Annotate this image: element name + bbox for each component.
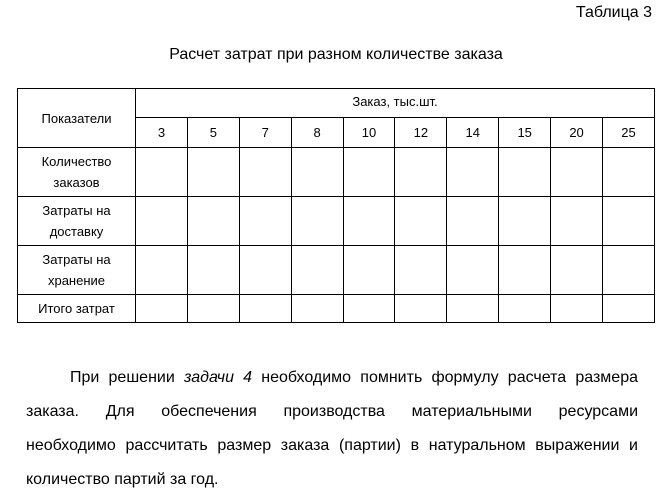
value-cell — [136, 246, 188, 295]
value-cell — [239, 197, 291, 246]
value-cell — [136, 197, 188, 246]
value-cell — [447, 197, 499, 246]
indicator-label: Итого затрат — [18, 295, 136, 323]
value-cell — [551, 246, 603, 295]
value-cell — [395, 148, 447, 197]
value-cell — [291, 295, 343, 323]
value-cell — [551, 148, 603, 197]
order-size-cell: 3 — [136, 118, 188, 148]
table-row — [18, 148, 655, 197]
value-cell — [395, 246, 447, 295]
value-cell — [499, 246, 551, 295]
value-cell — [187, 295, 239, 323]
value-cell — [187, 148, 239, 197]
indicator-label: Затраты на хранение — [18, 246, 136, 295]
value-cell — [603, 295, 655, 323]
value-cell — [499, 148, 551, 197]
value-cell — [343, 148, 395, 197]
indicator-label: Затраты на доставку — [18, 197, 136, 246]
value-cell — [551, 197, 603, 246]
paragraph-line-1-end: необходимо помнить формулу расчета размера — [252, 369, 638, 386]
table-row — [18, 295, 655, 323]
value-cell — [447, 246, 499, 295]
indicator-label: Количество заказов — [18, 148, 136, 197]
order-size-cell: 20 — [551, 118, 603, 148]
cost-table — [17, 88, 655, 323]
value-cell — [603, 197, 655, 246]
task-reference: задачи 4 — [183, 369, 253, 386]
order-size-cell: 25 — [603, 118, 655, 148]
value-cell — [343, 197, 395, 246]
value-cell — [239, 246, 291, 295]
value-cell — [603, 148, 655, 197]
order-size-cell: 10 — [343, 118, 395, 148]
value-cell — [499, 197, 551, 246]
value-cell — [343, 295, 395, 323]
header-row-top — [18, 89, 655, 118]
body-paragraph — [26, 361, 638, 497]
order-size-cell: 7 — [239, 118, 291, 148]
paragraph-line-2: заказа. Для обеспечения производства материальными ресурсами — [26, 403, 638, 420]
paragraph-line-3: необходимо рассчитать размер заказа (партии) в натуральном выражении и — [26, 437, 638, 454]
data-rows — [18, 148, 655, 323]
value-cell — [603, 246, 655, 295]
value-cell — [291, 197, 343, 246]
paragraph-line-4: количество партий за год. — [26, 471, 219, 488]
order-size-cell: 12 — [395, 118, 447, 148]
value-cell — [291, 246, 343, 295]
indicators-header: Показатели — [18, 89, 136, 148]
value-cell — [291, 148, 343, 197]
value-cell — [187, 197, 239, 246]
value-cell — [447, 295, 499, 323]
value-cell — [136, 148, 188, 197]
order-size-cell: 5 — [187, 118, 239, 148]
paragraph-line-1 — [26, 361, 638, 395]
table-title: Расчет затрат при разном количестве заказа — [169, 46, 503, 63]
table-row — [18, 246, 655, 295]
order-size-cell: 15 — [499, 118, 551, 148]
value-cell — [239, 295, 291, 323]
order-size-cell: 8 — [291, 118, 343, 148]
value-cell — [343, 246, 395, 295]
value-cell — [499, 295, 551, 323]
value-cell — [136, 295, 188, 323]
table-row — [18, 197, 655, 246]
order-size-cell: 14 — [447, 118, 499, 148]
value-cell — [447, 148, 499, 197]
value-cell — [395, 295, 447, 323]
value-cell — [187, 246, 239, 295]
value-cell — [395, 197, 447, 246]
paragraph-line-1-start: При решении — [70, 369, 184, 386]
table-number: Таблица 3 — [575, 4, 652, 21]
value-cell — [239, 148, 291, 197]
order-size-header: Заказ, тыс.шт. — [136, 89, 655, 118]
value-cell — [551, 295, 603, 323]
